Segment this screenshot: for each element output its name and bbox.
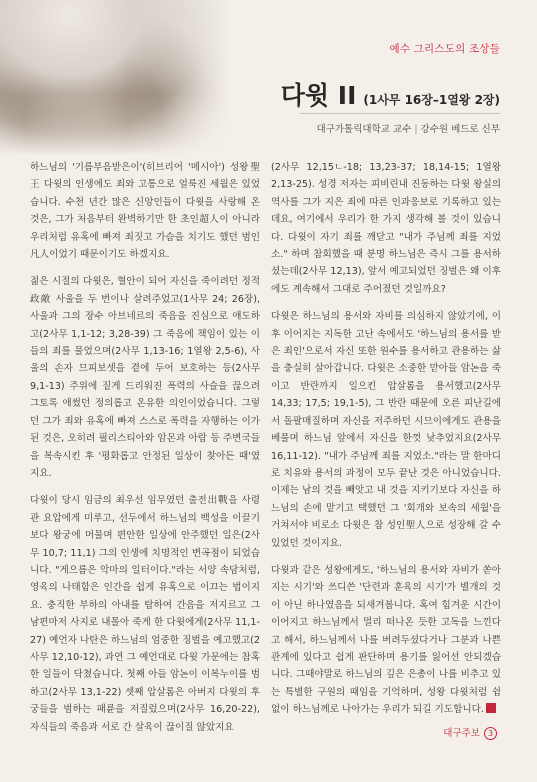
article-title	[281, 76, 500, 112]
page-footer	[443, 725, 497, 740]
title-main: 다윗 II	[280, 81, 357, 110]
publication-name: 대구주보	[443, 728, 480, 739]
paragraph: 하느님의 '기름부음받은이'(히브리어 '메시아') 성왕聖王 다윗의 인생에도 죄와 고통으로 얼룩진 세월은 있었습니다. 수천 년간 많은 신앙인들이 다윗을 사랑해 온 것은, 그가 처음부터 완벽하기만 한 초인超人이 아니라 우리처럼 유혹에 빠져 죄짓고 가슴을 치기도 했던 범인凡人이었기 때문이기도 하겠지요.	[30, 162, 260, 261]
paragraph-last	[271, 562, 501, 719]
paragraph-text: 다윗과 같은 성왕에게도, '하느님의 용서와 자비가 쏟아지는 시기'와 쓰디쓴 '단련과 훈육의 시기'가 별개의 것이 아닌 하나였음을 되새겨봅니다. 혹여 힘겨운 시간이 이어지고 하느님께서 멀리 떠나온 듯한 고독을 느낀다고 해서, 하느님께서 나를 버려두셨다거나 그분과 나쁜 관계에 있다고 쉽게 판단하며 용기를 잃어선 안되겠습니다. 그때야말로 하느님의 깊은 은총이 나를 비추고 있는 특별한 구원의 때임을 기억하며, 성왕 다윗처럼 쉼 없이 하느님께로 나아가는 우리가 되길 기도합니다.	[271, 564, 501, 716]
illustration-fade	[0, 0, 232, 156]
author-affiliation: 대구가톨릭대학교 교수	[316, 124, 412, 135]
page-number: 3	[484, 727, 497, 740]
paragraph: 다윗은 하느님의 용서와 자비를 의심하지 않았기에, 이후 이어지는 지독한 고난 속에서도 '하느님의 용서를 받은 죄인'으로서 자신 또한 원수를 용서하고 관용하는 삶을 충실히 살아갑니다. 다윗은 소중한 맏아들 암논을 죽이고 반란까지 일으킨 압살롬을 용서했고(2사무 14,33; 17,5; 19,1-5), 그 반란 때문에 오른 피난길에서 돌팔매질하며 자신을 저주하던 시므이에게도 관용을 베풀며 하느님 앞에서 자신을 한껏 낮추었지요(2사무 16,11-12). "내가 주님께 죄를 지었소."라는 말 한마디로 치유와 용서의 과정이 모두 끝난 것은 아니었습니다. 이제는 남의 것을 빼앗고 내 것을 지키기보다 자신을 하느님의 손에 맡기고 택했던 그 '회개와 보속의 세월'을 거쳐서야 비로소 다윗은 참 성인聖人으로 성장해 갈 수 있었던 것이지요.	[271, 311, 501, 549]
paragraph: 다윗이 당시 임금의 최우선 임무였던 출전出戰을 사령관 요압에게 미루고, 선두에서 하느님의 백성을 이끌기보다 왕궁에 머물며 편안한 일상에 안주했던 일은(2사무 10,7; 11,1) 그의 인생에 치명적인 변곡점이 되었습니다. "게으름은 악마의 일터이다."라는 서양 속담처럼, 영육의 나태함은 인간을 쉽게 유혹으로 이끄는 법이지요. 충직한 부하의 아내를 탐하여 간음을 저지르고 그 남편마저 사지로 내몰아 죽게 한 다윗에게(2사무 11,1-27) 예언자 나탄은 하느님의 엄중한 징벌을 예고했고(2사무 12,10-12), 과연 그 예언대로 다윗 가문에는 참혹한 일들이 닥쳤습니다. 첫째 아들 암논이 이복누이를 범하고(2사무 13,1-22) 셋째 압살롬은 아버지 다윗의 후궁들을 범하는 패륜을 저질렀으며(2사무 16,20-22), 자식들의 죽음과 서로 간 살육이 끊이질 않았지요	[30, 495, 260, 733]
left-column	[30, 159, 260, 736]
byline-separator: |	[414, 124, 418, 135]
byline	[317, 121, 500, 135]
end-mark-icon	[486, 703, 496, 713]
header-illustration	[0, 0, 232, 156]
series-title: 예수 그리스도의 조상들	[389, 43, 500, 55]
paragraph: (2사무 12,15ㄴ-18; 13,23-37; 18,14-15; 1열왕 2,13-25). 성경 저자는 피비린내 진동하는 다윗 왕실의 역사를 그가 지은 죄에 따른 인과응보로 기록하고 있는데요, 여기에서 우리가 한 가지 생각해 볼 것이 있습니다. 다윗이 자기 죄를 깨닫고 "내가 주님께 죄를 지었소." 하며 참회했을 때 분명 하느님은 즉시 그를 용서하셨는데(2사무 12,13), 앞서 예고되었던 징벌은 왜 이후에도 계속해서 그대로 주어졌던 것일까요?	[271, 162, 501, 295]
title-reference: (1사무 16장–1열왕 2장)	[363, 93, 500, 107]
right-column	[271, 159, 501, 719]
paragraph: 젊은 시절의 다윗은, 혈안이 되어 자신을 죽이려던 정적政敵 사울을 두 번이나 살려주었고(1사무 24; 26장), 사울과 그의 장수 아브네르의 죽음을 진심으로 애도하고(2사무 1,1-12; 3,28-39) 그 죽음에 책임이 있는 이들의 죄를 물었으며(2사무 1,13-16; 1열왕 2,5-6), 사울의 손자 므피보셋을 곁에 두어 보호하는 등(2사무 9,1-13) 주위에 짙게 드리워진 폭력의 사슬을 끊으려 그토록 애썼던 정의롭고 온유한 의인이었습니다. 그렇던 그가 죄와 유혹에 빠져 스스로 폭력을 자행하는 이가 된 것은, 오히려 필리스티아와 암몬과 아람 등 주변국들을 복속시킨 후 '평화롭고 안정된 일상이 찾아든 때'였지요.	[30, 276, 260, 479]
author-name: 강수원 베드로 신부	[420, 124, 500, 135]
title-divider	[300, 113, 500, 114]
